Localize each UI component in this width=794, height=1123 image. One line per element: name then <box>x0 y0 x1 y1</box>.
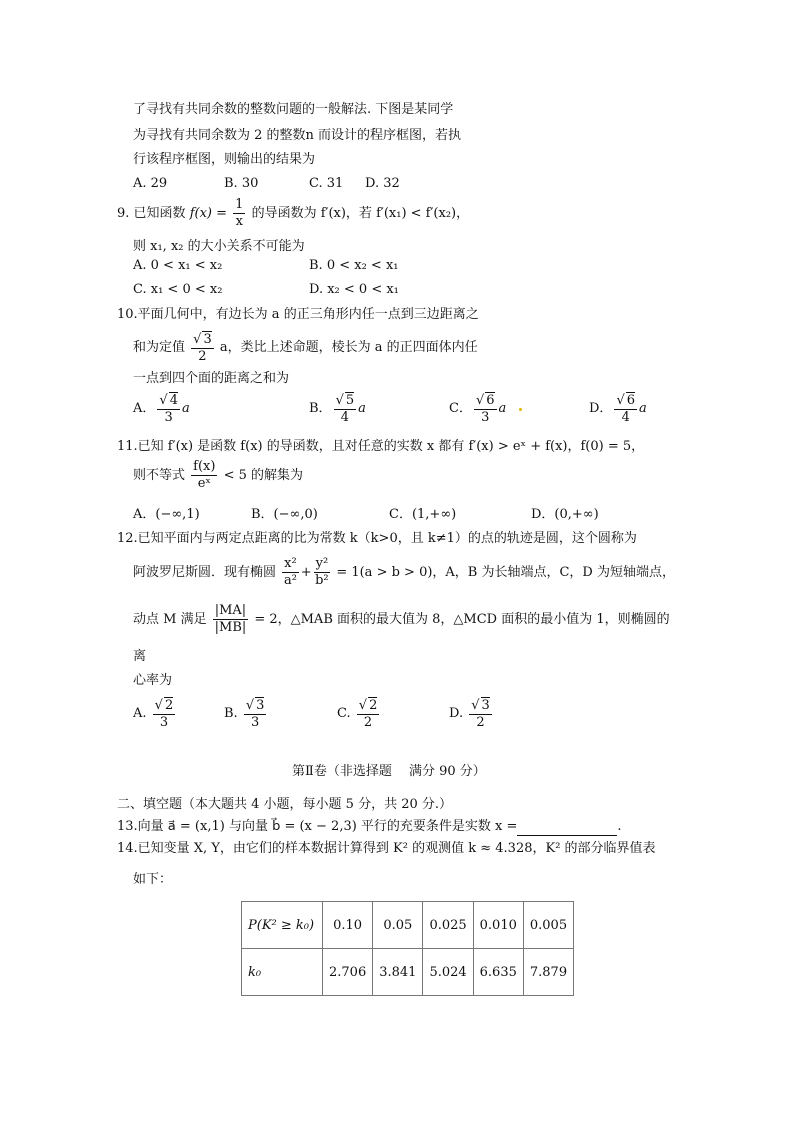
q10-option-d-label: D． <box>589 401 613 416</box>
q10-option-b-num: √ 5 <box>335 392 355 408</box>
q10-option-b-rad: 5 <box>345 392 355 408</box>
q12-line2b: = 1(a > b > 0)，A，B 为长轴端点，C，D 为短轴端点， <box>336 565 675 580</box>
q8-line3: 行该程序框图，则输出的结果为 <box>133 152 316 167</box>
q12-frac-ratio <box>213 603 248 636</box>
q11-option-c: C．(1,+∞) <box>389 507 457 522</box>
q11-frac-den: eˣ <box>197 476 211 491</box>
q10-option-b-frac <box>334 392 357 426</box>
q9-option-a: A. 0 < x₁ < x₂ <box>133 258 223 273</box>
q12-frac-y <box>314 556 331 589</box>
q9-option-b: B. 0 < x₂ < x₁ <box>309 258 399 273</box>
q12-frac-ratio-den: |MB| <box>214 620 247 635</box>
q11-line1: 11.已知 f′(x) 是函数 f(x) 的导函数，且对任意的实数 x 都有 f′(x) > eˣ + f(x)，f(0) = 5， <box>117 439 645 454</box>
q9-option-c: C. x₁ < 0 < x₂ <box>133 282 223 297</box>
q12-line3b: = 2，△MAB 面积的最大值为 8，△MCD 面积的最小值为 1，则椭圆的 <box>254 612 670 627</box>
q12-line3 <box>133 598 670 642</box>
q12-option-a-frac <box>153 697 176 731</box>
table-row <box>242 902 574 949</box>
q9-mid: 的导函数为 f′(x)，若 f′(x₁) < f′(x₂)， <box>251 206 470 221</box>
q11-line2a: 则不等式 <box>133 468 186 483</box>
q10-option-d <box>589 390 647 428</box>
q9-frac-den: x <box>235 214 243 229</box>
table-cell: 0.05 <box>373 902 423 949</box>
q12-option-c-label: C. <box>337 706 351 721</box>
q12-option-d-den: 2 <box>476 714 485 730</box>
q12-line3a: 动点 M 满足 <box>133 612 207 627</box>
q12-option-b-rad: 3 <box>256 697 265 713</box>
q8-option-a: A. 29 <box>133 176 168 191</box>
stray-dot <box>519 408 522 411</box>
q12-option-a-num: √ 2 <box>154 697 174 713</box>
q12-option-c-num: √ 2 <box>358 697 378 713</box>
q12-option-b-frac <box>244 697 267 731</box>
q8-line2: 为寻找有共同余数为 2 的整数n 而设计的程序框图，若执 <box>133 128 462 143</box>
q12-option-d-frac <box>469 697 492 731</box>
q10-option-c-num: √ 6 <box>475 392 495 408</box>
q13-text: 13.向量 a⃗ = (x,1) 与向量 b⃗ = (x − 2,3) 平行的充要条件是实数 x = <box>117 819 518 834</box>
q10-line2a: 和为定值 <box>133 340 186 355</box>
q10-option-c <box>449 390 506 428</box>
q12-option-a-rad: 2 <box>164 697 174 713</box>
q11-option-d: D．(0,+∞) <box>531 507 599 522</box>
q10-option-c-frac <box>474 392 497 426</box>
table-cell: 0.005 <box>523 902 573 949</box>
q10-option-c-rad: 6 <box>486 392 495 408</box>
q12-line4: 离 <box>133 649 147 664</box>
part2-title: 第Ⅱ卷（非选择题 满分 90 分） <box>292 764 486 779</box>
table-row <box>242 949 574 996</box>
q10-option-d-frac <box>614 392 637 426</box>
section2-heading: 二、填空题（本大题共 4 小题，每小题 5 分，共 20 分.） <box>117 797 453 812</box>
q12-frac-x-den: a² <box>283 573 297 588</box>
q11-frac-num: f(x) <box>193 459 216 474</box>
q12-frac-y-den: b² <box>315 573 329 588</box>
table-cell: 3.841 <box>373 949 423 996</box>
q12-line2 <box>133 553 675 593</box>
q10-frac-rad: 3 <box>203 331 212 347</box>
q10-option-a-var: a <box>181 401 190 416</box>
q10-option-b-var: a <box>358 401 366 416</box>
table-cell: 5.024 <box>423 949 473 996</box>
q12-frac-ratio-num: |MA| <box>214 603 247 618</box>
table-head-p: P(K² ≥ k₀) <box>242 902 323 949</box>
q11-option-b: B．(−∞,0) <box>251 507 318 522</box>
q12-option-a-label: A. <box>133 706 147 721</box>
q10-option-c-label: C． <box>449 401 472 416</box>
q10-option-d-den: 4 <box>621 409 630 425</box>
table-cell: 0.025 <box>423 902 473 949</box>
table-cell: 0.010 <box>473 902 523 949</box>
q12-option-c <box>337 694 381 734</box>
critical-value-table <box>241 901 574 996</box>
table-head-k0: k₀ <box>242 949 323 996</box>
q12-option-b-num: √ 3 <box>245 697 265 713</box>
plus-sign: + <box>300 565 312 580</box>
q11-line2b: < 5 的解集为 <box>223 468 304 483</box>
q8-option-b: B. 30 <box>224 176 259 191</box>
q10-option-d-rad: 6 <box>626 392 636 408</box>
q14-line2: 如下： <box>133 872 173 887</box>
q12-frac-x-num: x² <box>284 556 297 571</box>
q9-frac-num: 1 <box>235 197 244 212</box>
q9-option-d: D. x₂ < 0 < x₁ <box>309 282 399 297</box>
q12-frac-y-num: y² <box>315 556 329 571</box>
q10-option-a-frac <box>157 392 180 426</box>
q12-frac-x <box>282 556 299 589</box>
q12-line5: 心率为 <box>133 673 173 688</box>
q10-option-d-var: a <box>639 401 647 416</box>
q10-fraction <box>191 331 214 365</box>
q13-line <box>117 818 622 836</box>
table-cell: 7.879 <box>523 949 573 996</box>
q12-option-d-num: √ 3 <box>471 697 490 713</box>
q10-option-d-num: √ 6 <box>616 392 636 408</box>
q12-line1: 12.已知平面内与两定点距离的比为常数 k（k>0，且 k≠1）的点的轨迹是圆，这个圆称为 <box>117 531 637 546</box>
q10-frac-den: 2 <box>198 348 207 364</box>
q12-option-d-label: D. <box>449 706 464 721</box>
q8-line1: 了寻找有共同余数的整数问题的一般解法. 下图是某同学 <box>133 102 454 117</box>
q11-line2 <box>133 456 303 496</box>
table-cell: 6.635 <box>473 949 523 996</box>
q12-option-c-den: 2 <box>363 714 373 730</box>
q10-option-c-var: a <box>498 401 507 416</box>
q8-option-d: D. 32 <box>365 176 400 191</box>
q12-option-a <box>133 694 177 734</box>
q10-option-c-den: 3 <box>481 409 490 425</box>
q10-line2b: a，类比上述命题，棱长为 a 的正四面体内任 <box>219 340 478 355</box>
q12-option-b <box>224 694 268 734</box>
q10-option-b-den: 4 <box>340 409 349 425</box>
q10-option-b-label: B． <box>309 401 332 416</box>
q10-line1: 10.平面几何中，有边长为 a 的正三角形内任一点到三边距离之 <box>117 307 479 322</box>
q11-fraction <box>191 459 217 492</box>
q10-option-a-den: 3 <box>164 409 173 425</box>
q12-option-b-den: 3 <box>250 714 260 730</box>
table-cell: 2.706 <box>323 949 373 996</box>
q13-end: . <box>617 819 622 834</box>
q10-option-a <box>133 390 190 428</box>
q10-line2 <box>133 328 478 368</box>
q12-option-b-label: B. <box>224 706 238 721</box>
q12-option-a-den: 3 <box>159 714 169 730</box>
q12-option-c-frac <box>357 697 380 731</box>
q9-line1 <box>117 196 469 232</box>
q9-prefix: 9. 已知函数 <box>117 206 186 221</box>
q9-fraction <box>233 197 245 230</box>
q10-option-a-label: A． <box>133 401 156 416</box>
q10-option-b <box>309 390 366 428</box>
q12-option-d-rad: 3 <box>481 697 490 713</box>
q12-option-c-rad: 2 <box>369 697 378 713</box>
q10-frac-num: √ 3 <box>193 331 212 347</box>
q9-line2: 则 x₁, x₂ 的大小关系不可能为 <box>133 239 305 254</box>
table-cell: 0.10 <box>323 902 373 949</box>
q10-option-a-num: √ 4 <box>159 392 178 408</box>
q11-option-a: A．(−∞,1) <box>133 507 200 522</box>
q12-option-d <box>449 694 494 734</box>
q13-answer-blank[interactable] <box>517 821 617 836</box>
q8-option-c: C. 31 <box>309 176 344 191</box>
q14-line1: 14.已知变量 X, Y，由它们的样本数据计算得到 K² 的观测值 k ≈ 4.328，K² 的部分临界值表 <box>117 841 656 856</box>
q10-option-a-rad: 4 <box>169 392 178 408</box>
q9-fx: f(x) = <box>189 206 227 221</box>
q10-line3: 一点到四个面的距离之和为 <box>133 371 290 386</box>
q12-line2a: 阿波罗尼斯圆．现有椭圆 <box>133 565 277 580</box>
